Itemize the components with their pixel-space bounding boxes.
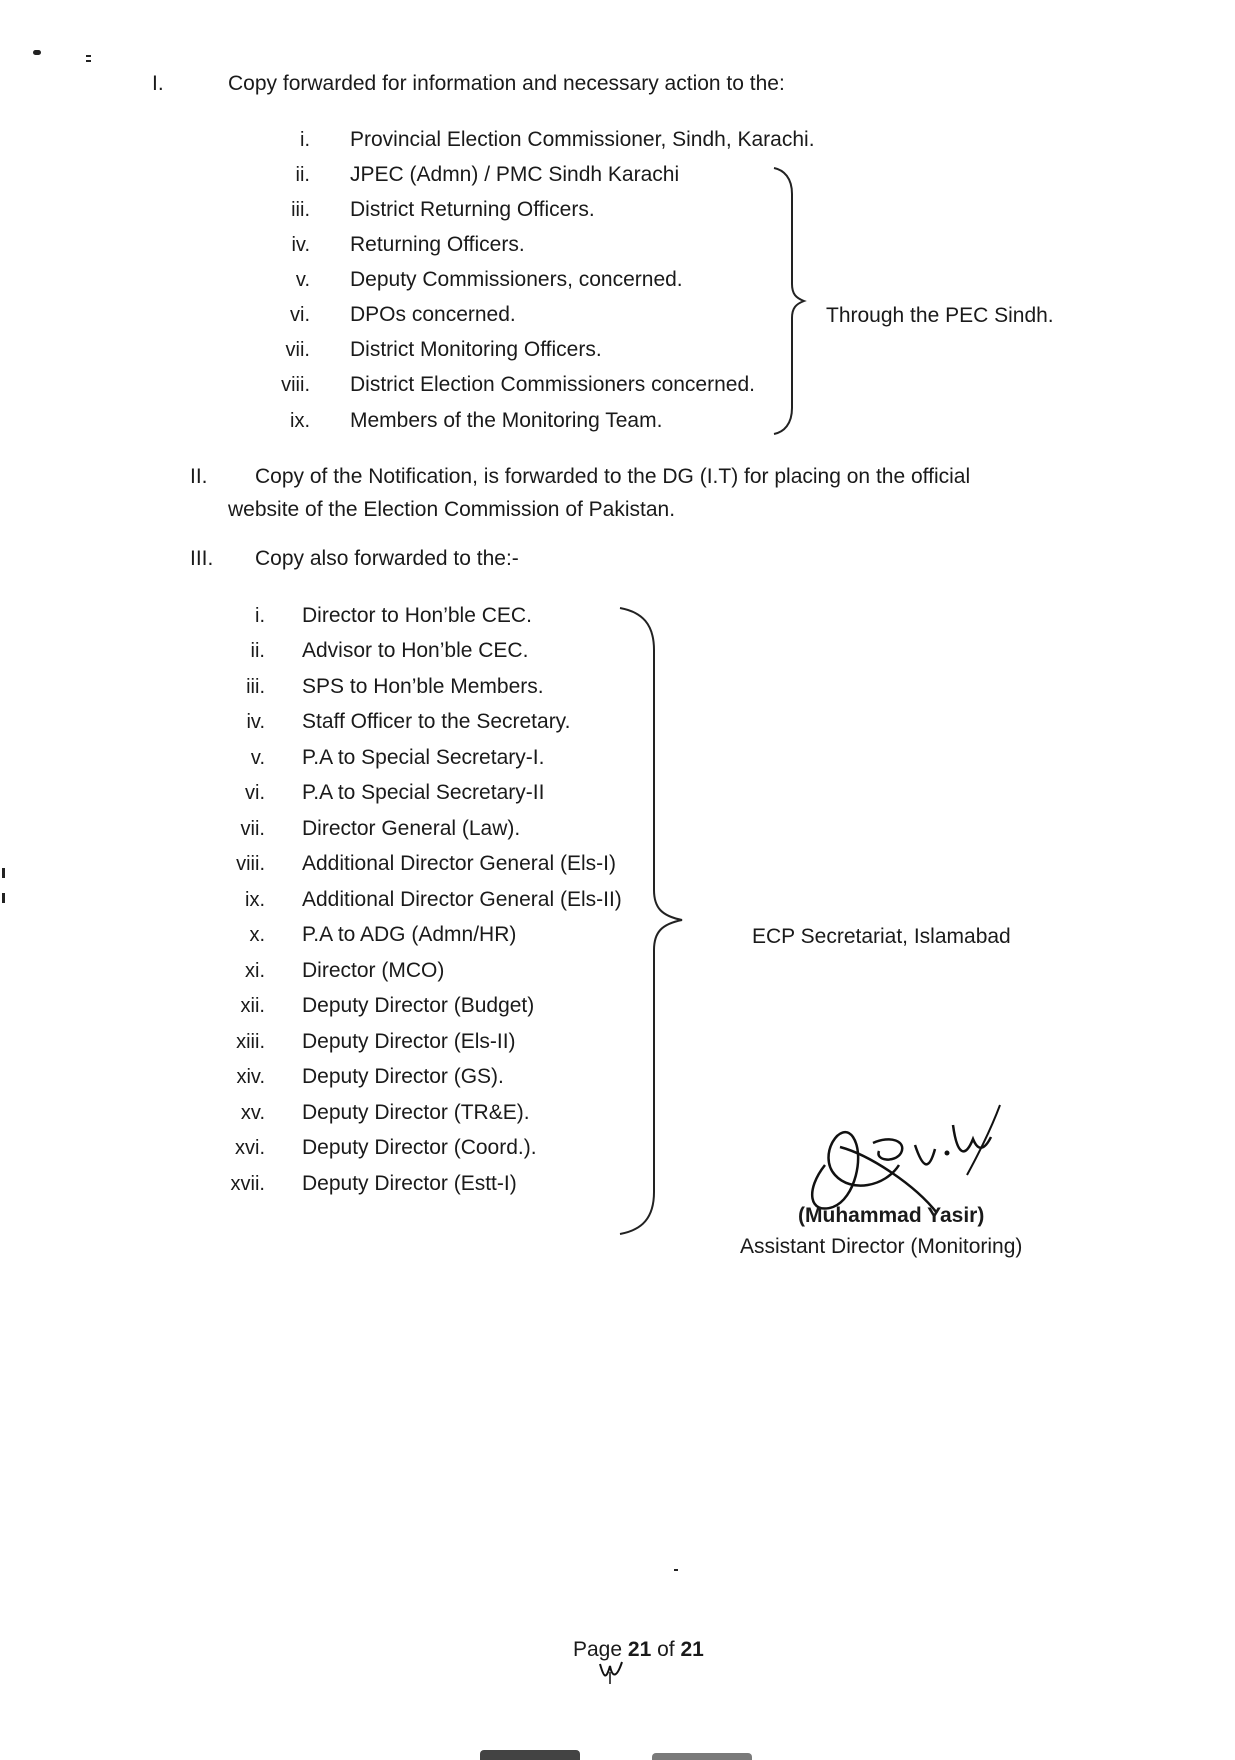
list-item: District Election Commissioners concerned. [350,373,755,396]
initials-icon [596,1658,626,1686]
list-item: Members of the Monitoring Team. [350,409,663,432]
scan-mark [86,60,91,62]
list-item-number: xiii. [236,1031,265,1053]
list-item-number: xvii. [230,1173,265,1195]
list-item-number: vii. [240,818,265,840]
list-item-number: ii. [295,164,310,186]
list-item: Returning Officers. [350,233,525,256]
list-item: DPOs concerned. [350,303,516,326]
signature-icon [795,1095,1025,1220]
list-item-number: i. [300,129,310,151]
list-item-number: xv. [240,1102,265,1124]
list-item: Deputy Director (Budget) [302,994,535,1017]
list-item: Deputy Commissioners, concerned. [350,268,683,291]
list-item: Staff Officer to the Secretary. [302,710,571,733]
list-item: Deputy Director (Coord.). [302,1136,537,1159]
list-item-number: xi. [245,960,265,982]
list-item-number: iii. [246,676,265,698]
list-item: District Monitoring Officers. [350,338,602,361]
section-1-text: Copy forwarded for information and necessary action to the: [228,72,785,95]
scan-mark [2,868,5,878]
page-total: 21 [680,1638,704,1661]
list-item: Director General (Law). [302,817,521,840]
section-1-marker: I. [152,72,164,95]
right-brace-icon [618,606,684,1236]
section-2-marker: II. [190,465,208,488]
list-item-number: viii. [236,853,265,875]
scan-mark [674,1569,678,1571]
list-item: Director (MCO) [302,959,445,982]
list-item: Director to Hon’ble CEC. [302,604,532,627]
right-brace-icon [770,166,810,436]
list-item-number: iv. [246,711,265,733]
scan-mark [2,893,5,903]
list-item-number: i. [255,605,265,627]
list-item-number: ix. [245,889,265,911]
list-item-number: x. [249,924,265,946]
list-item-number: viii. [281,374,310,396]
list-item-number: iv. [291,234,310,256]
list-item: District Returning Officers. [350,198,595,221]
signatory-name: (Muhammad Yasir) [798,1204,985,1227]
list-item-number: v. [250,747,265,769]
list-item: P.A to ADG (Admn/HR) [302,923,517,946]
list-item-number: v. [295,269,310,291]
section-3-text: Copy also forwarded to the:- [255,547,519,570]
page-of: of [651,1638,681,1661]
list-item: Deputy Director (TR&E). [302,1101,530,1124]
list-item: Deputy Director (Els-II) [302,1030,516,1053]
list-item: P.A to Special Secretary-I. [302,746,545,769]
page-number [573,1638,704,1662]
signatory-designation: Assistant Director (Monitoring) [740,1235,1023,1258]
section-3-marker: III. [190,547,214,570]
list-item-number: vii. [285,339,310,361]
list-item-number: xiv. [236,1066,265,1088]
brace-label-pec: Through the PEC Sindh. [826,304,1054,327]
list-item-number: vi. [290,304,310,326]
page-label: Page [573,1638,628,1661]
list-item: Additional Director General (Els-II) [302,888,622,911]
list-item: SPS to Hon’ble Members. [302,675,544,698]
list-item-number: xvi. [235,1137,265,1159]
list-item: P.A to Special Secretary-II [302,781,545,804]
scan-mark [33,50,41,55]
list-item-number: iii. [291,199,310,221]
section-2-line-2: website of the Election Commission of Pakistan. [228,498,676,521]
list-item: Additional Director General (Els-I) [302,852,616,875]
list-item: Deputy Director (GS). [302,1065,504,1088]
scan-mark [480,1750,580,1760]
list-item: JPEC (Admn) / PMC Sindh Karachi [350,163,680,186]
scan-mark [652,1753,752,1760]
list-item-number: ii. [250,640,265,662]
page-current: 21 [627,1638,652,1661]
brace-label-ecp: ECP Secretariat, Islamabad [752,925,1011,948]
list-item: Advisor to Hon’ble CEC. [302,639,529,662]
list-item: Deputy Director (Estt-I) [302,1172,517,1195]
section-2-line-1: Copy of the Notification, is forwarded to the DG (I.T) for placing on the official [255,465,971,488]
list-item-number: vi. [245,782,265,804]
list-item-number: xii. [240,995,265,1017]
list-item: Provincial Election Commissioner, Sindh, Karachi. [350,128,815,151]
scan-mark [86,55,91,57]
list-item-number: ix. [290,410,310,432]
